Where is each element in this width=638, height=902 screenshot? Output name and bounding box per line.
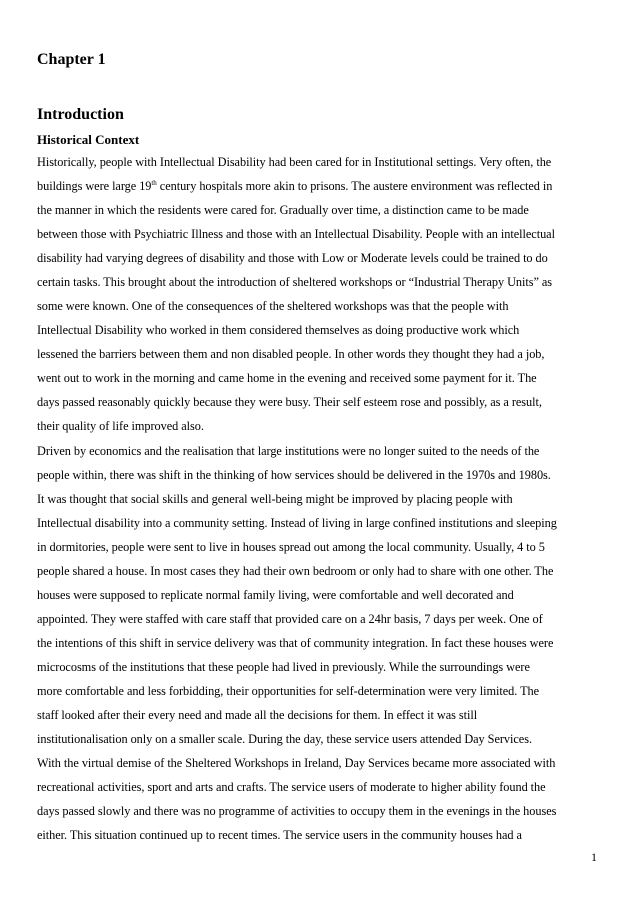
- text-line: It was thought that social skills and general well-being might be improved by placing people with: [37, 492, 513, 506]
- text-line: [37, 178, 603, 194]
- text-line: their quality of life improved also.: [37, 419, 204, 433]
- text-line: lessened the barriers between them and non disabled people. In other words they thought they had a job,: [37, 347, 545, 361]
- subsection-heading: Historical Context: [37, 132, 140, 147]
- text-line: days passed reasonably quickly because they were busy. Their self esteem rose and possibly, as a result,: [37, 395, 542, 409]
- text-line: the intentions of this shift in service delivery was that of community integration. In fact these houses were: [37, 636, 554, 650]
- text-line: more comfortable and less forbidding, their opportunities for self-determination were very limited. The: [37, 684, 540, 698]
- text-fragment: buildings were large 19: [37, 179, 152, 193]
- text-line: appointed. They were staffed with care staff that provided care on a 24hr basis, 7 days per week. One of: [37, 612, 543, 626]
- text-line: disability had varying degrees of disability and those with Low or Moderate levels could be trained to do: [37, 251, 548, 265]
- text-line: people shared a house. In most cases they had their own bedroom or only had to share with one other. The: [37, 564, 554, 578]
- text-line: days passed slowly and there was no programme of activities to occupy them in the evenings in the houses: [37, 804, 557, 818]
- text-line: Driven by economics and the realisation that large institutions were no longer suited to the needs of the: [37, 444, 540, 458]
- superscript: th: [151, 179, 157, 187]
- text-line: houses were supposed to replicate normal family living, were comfortable and well decorated and: [37, 588, 514, 602]
- text-line: in dormitories, people were sent to live in houses spread out among the local community. Usually, 4 to 5: [37, 540, 545, 554]
- text-line: With the virtual demise of the Sheltered Workshops in Ireland, Day Services became more associated with: [37, 756, 556, 770]
- section-heading: Introduction: [37, 106, 124, 123]
- text-line: some were known. One of the consequences of the sheltered workshops was that the people with: [37, 299, 509, 313]
- text-line: between those with Psychiatric Illness and those with an Intellectual Disability. People with an intellectual: [37, 227, 555, 241]
- text-line: certain tasks. This brought about the introduction of sheltered workshops or “Industrial Therapy Units” as: [37, 275, 553, 289]
- text-line: went out to work in the morning and came home in the evening and received some payment for it. The: [37, 371, 537, 385]
- text-fragment: century hospitals more akin to prisons. The austere environment was reflected in: [156, 179, 553, 193]
- text-line: Historically, people with Intellectual Disability had been cared for in Institutional settings. Very often, the: [37, 155, 552, 169]
- text-line: the manner in which the residents were cared for. Gradually over time, a distinction came to be made: [37, 203, 529, 217]
- text-line: Intellectual Disability who worked in them considered themselves as doing productive work which: [37, 323, 520, 337]
- text-line: people within, there was shift in the thinking of how services should be delivered in the 1970s and 1980s.: [37, 468, 551, 482]
- text-line: microcosms of the institutions that these people had lived in previously. While the surroundings were: [37, 660, 530, 674]
- text-line: Intellectual disability into a community setting. Instead of living in large confined institutions and sleeping: [37, 516, 557, 530]
- text-line: staff looked after their every need and made all the decisions for them. In effect it was still: [37, 708, 478, 722]
- text-line: recreational activities, sport and arts and crafts. The service users of moderate to higher ability found the: [37, 780, 546, 794]
- text-line: institutionalisation only on a smaller scale. During the day, these service users attended Day Services.: [37, 732, 532, 746]
- chapter-heading: Chapter 1: [37, 51, 106, 68]
- page-number: 1: [591, 850, 597, 864]
- text-line: either. This situation continued up to recent times. The service users in the community houses had a: [37, 828, 522, 842]
